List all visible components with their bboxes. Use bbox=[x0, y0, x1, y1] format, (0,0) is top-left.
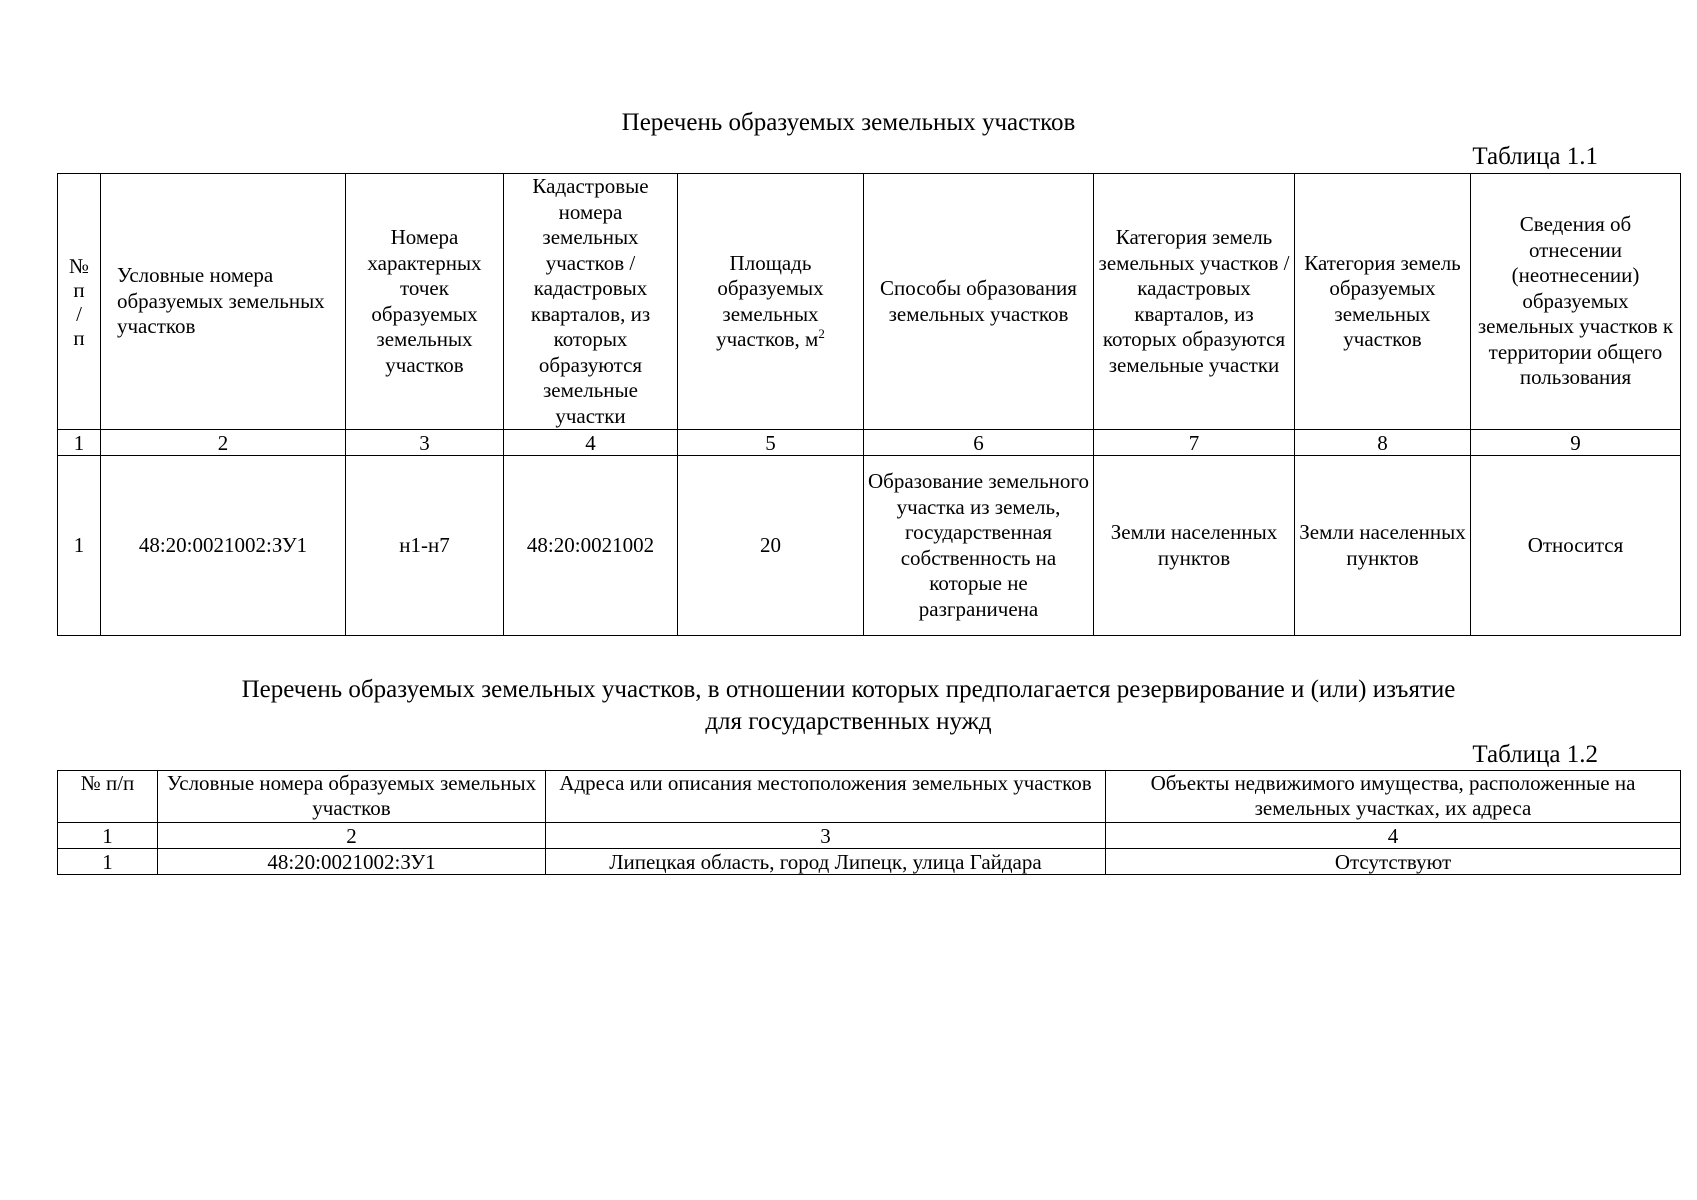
header-num-line: п bbox=[73, 325, 85, 350]
row-public-use: Относится bbox=[1471, 456, 1681, 636]
table1-column-numbers-row bbox=[58, 430, 1681, 456]
table1-header-area bbox=[678, 174, 864, 430]
table-row bbox=[58, 849, 1681, 875]
column-number: 2 bbox=[158, 823, 546, 849]
column-number: 5 bbox=[678, 430, 864, 456]
row-address: Липецкая область, город Липецк, улица Гайдара bbox=[546, 849, 1106, 875]
column-number: 8 bbox=[1295, 430, 1471, 456]
column-number: 4 bbox=[1106, 823, 1681, 849]
column-number: 1 bbox=[58, 823, 158, 849]
header-num-line: п bbox=[73, 277, 85, 302]
table1-header-public-use: Сведения об отнесении (неотнесении) образуемых земельных участков к территории общего пользования bbox=[1471, 174, 1681, 430]
row-num: 1 bbox=[58, 849, 158, 875]
row-conditional-number: 48:20:0021002:ЗУ1 bbox=[158, 849, 546, 875]
column-number: 9 bbox=[1471, 430, 1681, 456]
table-row bbox=[58, 456, 1681, 636]
table2-title-line1: Перечень образуемых земельных участков, в отношении которых предполагается резервирование и (или) изъятие bbox=[241, 676, 1456, 703]
row-method: Образование земельного участка из земель, государственная собственность на которые не разграничена bbox=[864, 456, 1094, 636]
header-area-text: Площадь образуемых земельных участков, м bbox=[716, 250, 824, 351]
row-source-category: Земли населенных пунктов bbox=[1094, 456, 1295, 636]
column-number: 3 bbox=[346, 430, 504, 456]
row-cadastral: 48:20:0021002 bbox=[504, 456, 678, 636]
table2-header-num: № п/п bbox=[58, 771, 158, 823]
row-points: н1-н7 bbox=[346, 456, 504, 636]
table2-column-numbers-row bbox=[58, 823, 1681, 849]
table1-title: Перечень образуемых земельных участков bbox=[621, 109, 1076, 136]
header-area-superscript: 2 bbox=[818, 326, 825, 341]
table1-header-conditional-number: Условные номера образуемых земельных участков bbox=[101, 174, 346, 430]
column-number: 6 bbox=[864, 430, 1094, 456]
land-plots-table bbox=[57, 173, 1681, 636]
table1-header-points: Номера характерных точек образуемых земельных участков bbox=[346, 174, 504, 430]
table2-header-address: Адреса или описания местоположения земельных участков bbox=[546, 771, 1106, 823]
table1-header-category: Категория земель образуемых земельных участков bbox=[1295, 174, 1471, 430]
row-category: Земли населенных пунктов bbox=[1295, 456, 1471, 636]
table2-header-conditional-number: Условные номера образуемых земельных участков bbox=[158, 771, 546, 823]
row-area: 20 bbox=[678, 456, 864, 636]
header-num-line: / bbox=[76, 301, 82, 326]
table1-header-cadastral: Кадастровые номера земельных участков / кадастровых кварталов, из которых образуются земельные участки bbox=[504, 174, 678, 430]
table1-header-source-category: Категория земель земельных участков / кадастровых кварталов, из которых образуются земельные участки bbox=[1094, 174, 1295, 430]
column-number: 3 bbox=[546, 823, 1106, 849]
column-number: 7 bbox=[1094, 430, 1295, 456]
table2-label: Таблица 1.2 bbox=[1472, 741, 1598, 768]
row-conditional-number: 48:20:0021002:ЗУ1 bbox=[101, 456, 346, 636]
table1-header-row bbox=[58, 174, 1681, 430]
table2-header-row bbox=[58, 771, 1681, 823]
table2-title bbox=[0, 674, 1697, 738]
row-objects: Отсутствуют bbox=[1106, 849, 1681, 875]
table1-header-num bbox=[58, 174, 101, 430]
row-num: 1 bbox=[58, 456, 101, 636]
table2-header-objects: Объекты недвижимого имущества, расположенные на земельных участках, их адреса bbox=[1106, 771, 1681, 823]
table2-title-line2: для государственных нужд bbox=[705, 708, 992, 735]
table1-label: Таблица 1.1 bbox=[1472, 143, 1598, 170]
table1-header-method: Способы образования земельных участков bbox=[864, 174, 1094, 430]
column-number: 2 bbox=[101, 430, 346, 456]
column-number: 4 bbox=[504, 430, 678, 456]
column-number: 1 bbox=[58, 430, 101, 456]
reservation-table bbox=[57, 770, 1681, 875]
header-num-line: № bbox=[68, 253, 90, 278]
